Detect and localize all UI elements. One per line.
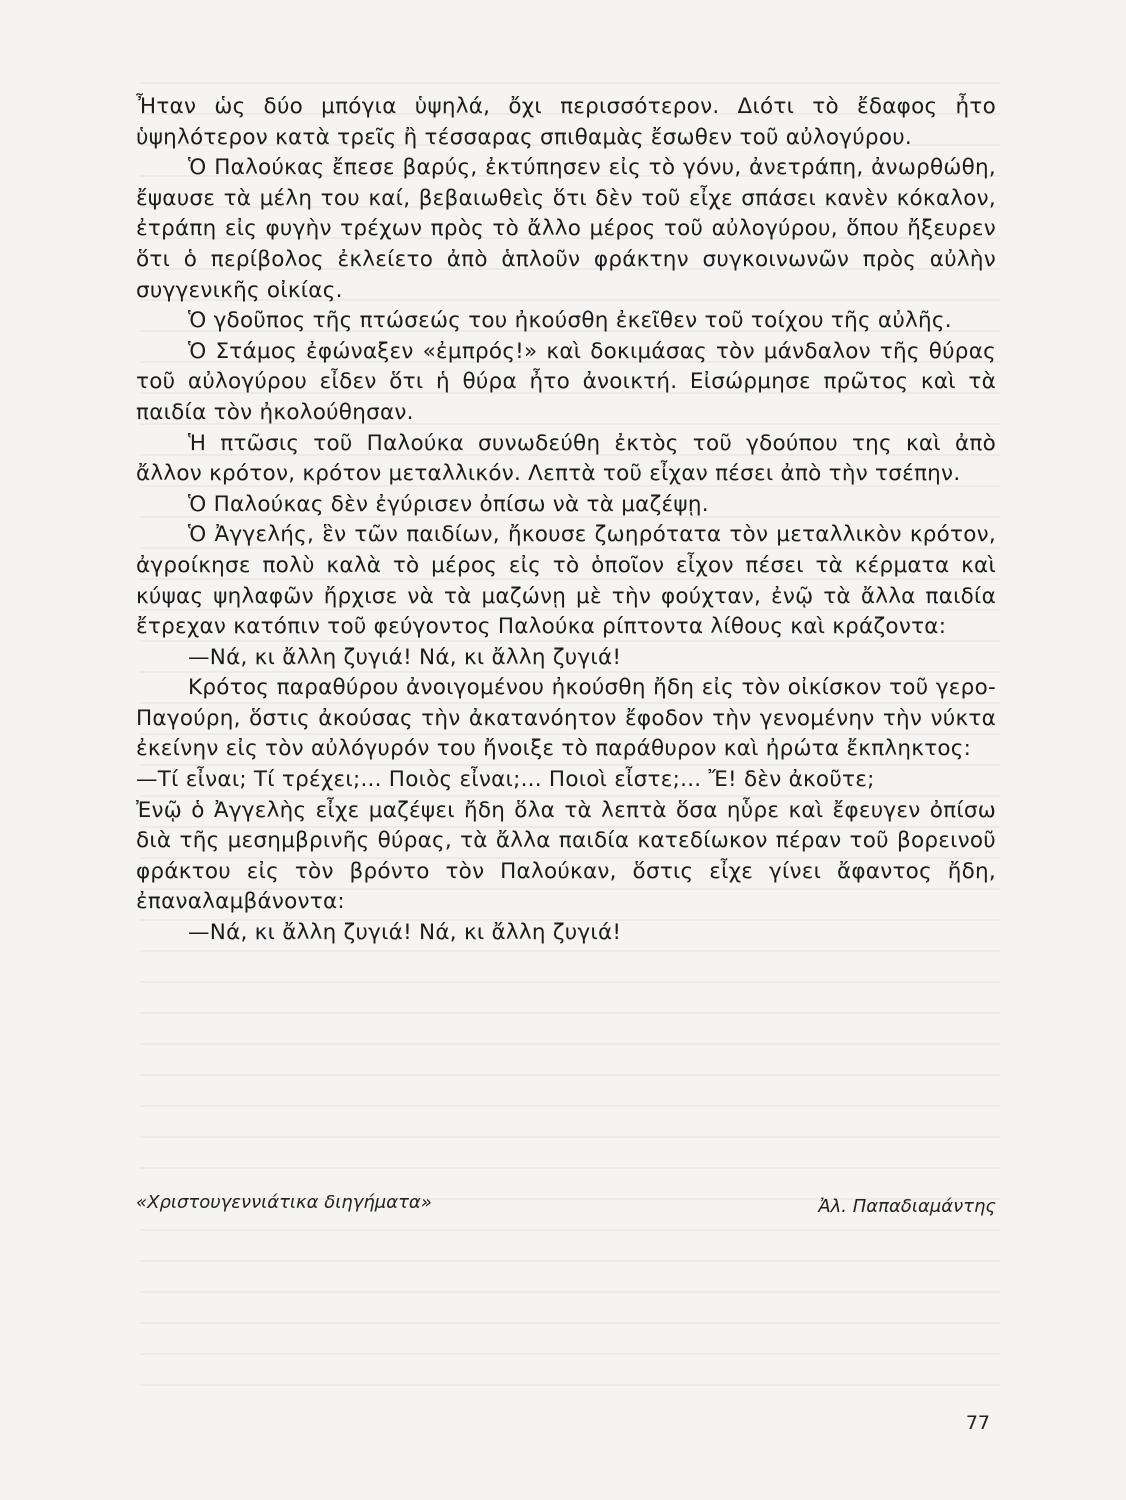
page-number: 77 bbox=[965, 1412, 990, 1434]
paragraph: Ὁ Ἀγγελής, ἓν τῶν παιδίων, ἤκουσε ζωηρότατα τὸν μεταλλικὸν κρότον, ἀγροίκησε πολὺ καλὰ τὸ μέρος εἰς τὸ ὁποῖον εἶχον πέσει τὰ κέρματα καὶ κύψας ψηλαφῶν ἤρχισε νὰ τὰ μαζώνῃ μὲ τὴν φούχταν, ἐνῷ τὰ ἄλλα παιδία ἔτρεχαν κατόπιν τοῦ φεύγοντος Παλούκα ρίπτοντα λίθους καὶ κράζοντα: bbox=[136, 522, 996, 640]
paragraph: Ὁ Στάμος ἐφώναξεν «ἐμπρός!» καὶ δοκιμάσας τὸν μάνδαλον τῆς θύρας τοῦ αὐλογύρου εἶδεν ὅτι ἡ θύρα ἦτο ἀνοικτή. Εἰσώρμησε πρῶτος καὶ τὰ παιδία τὸν ἠκολούθησαν. bbox=[136, 338, 996, 425]
paragraph: Ἡ πτῶσις τοῦ Παλούκα συνωδεύθη ἐκτὸς τοῦ γδούπου της καὶ ἀπὸ ἄλλον κρότον, κρότον μεταλλικόν. Λεπτὰ τοῦ εἶχαν πέσει ἀπὸ τὴν τσέπην. bbox=[136, 430, 996, 487]
author-name: Ἀλ. Παπαδιαμάντης bbox=[818, 1196, 996, 1217]
paragraph: Ὁ Παλούκας ἔπεσε βαρύς, ἐκτύπησεν εἰς τὸ γόνυ, ἀνετράπη, ἀνωρθώθη, ἔψαυσε τὰ μέλη του καί, βεβαιωθεὶς ὅτι δὲν τοῦ εἶχε σπάσει κανὲν κόκαλον, ἐτράπη εἰς φυγὴν τρέχων πρὸς τὸ ἄλλο μέρος τοῦ αὐλογύρου, ὅπου ἤξευρεν ὅτι ὁ περίβολος ἐκλείετο ἀπὸ ἁπλοῦν φράκτην συγκοινωνῶν πρὸς αὐλὴν συγγενικῆς οἰκίας. bbox=[136, 155, 996, 303]
dialogue-line: —Τί εἶναι; Τί τρέχει;... Ποιὸς εἶναι;... Ποιοὶ εἶστε;... Ἔ! δὲν ἀκοῦτε; bbox=[136, 767, 875, 793]
paragraph: Κρότος παραθύρου ἀνοιγομένου ἠκούσθη ἤδη εἰς τὸν οἰκίσκον τοῦ γερο-Παγούρη, ὅστις ἀκούσας τὴν ἀκατανόητον ἔφοδον τὴν γενομένην τὴν νύκτα ἐκείνην εἰς τὸν αὐλόγυρόν του ἤνοιξε τὸ παράθυρον καὶ ἠρώτα ἔκπληκτος: bbox=[136, 675, 996, 762]
dialogue-line: —Νά, κι ἄλλη ζυγιά! Νά, κι ἄλλη ζυγιά! bbox=[188, 920, 622, 946]
paragraph: Ὁ γδοῦπος τῆς πτώσεώς του ἠκούσθη ἐκεῖθεν τοῦ τοίχου τῆς αὐλῆς. bbox=[188, 308, 952, 334]
source-title: «Χριστουγεννιάτικα διηγήματα» bbox=[136, 1192, 432, 1213]
paragraph: Ὁ Παλούκας δὲν ἐγύρισεν ὀπίσω νὰ τὰ μαζέψῃ. bbox=[188, 491, 709, 517]
paragraph: Ἐνῷ ὁ Ἀγγελὴς εἶχε μαζέψει ἤδη ὅλα τὰ λεπτὰ ὅσα ηὗρε καὶ ἔφευγεν ὀπίσω διὰ τῆς μεσημβρινῆς θύρας, τὰ ἄλλα παιδία κατεδίωκον πέραν τοῦ βορεινοῦ φράκτου εἰς τὸν βρόντο τὸν Παλούκαν, ὅστις εἶχε γίνει ἄφαντος ἤδη, ἐπαναλαμβάνοντα: bbox=[136, 797, 996, 915]
dialogue-line: —Νά, κι ἄλλη ζυγιά! Νά, κι ἄλλη ζυγιά! bbox=[188, 644, 622, 670]
paragraph: Ἦταν ὡς δύο μπόγια ὑψηλά, ὄχι περισσότερον. Διότι τὸ ἔδαφος ἦτο ὑψηλότερον κατὰ τρεῖς ἢ τέσσαρας σπιθαμὰς ἔσωθεν τοῦ αὐλογύρου. bbox=[136, 94, 996, 150]
body-text bbox=[136, 92, 996, 949]
